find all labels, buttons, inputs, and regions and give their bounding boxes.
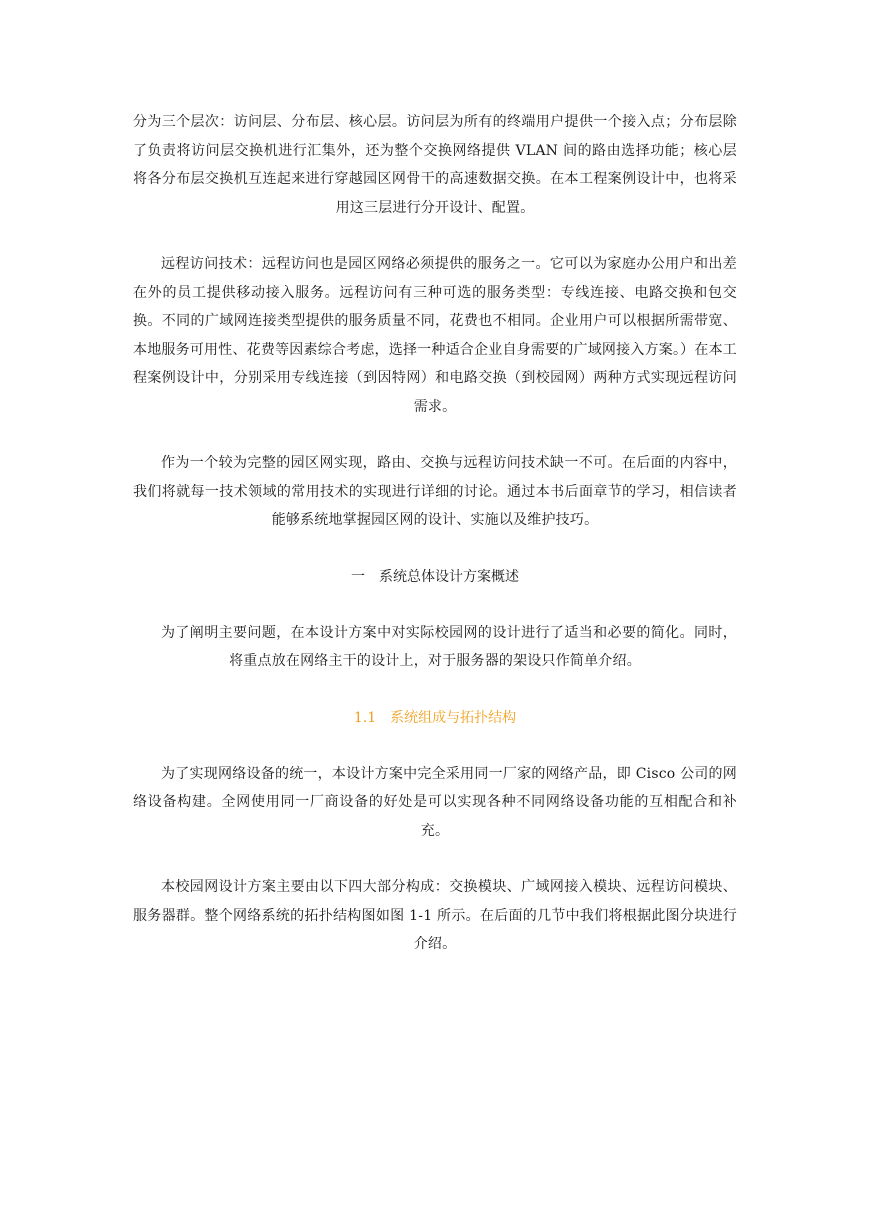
paragraph-cisco-devices: 为了实现网络设备的统一，本设计方案中完全采用同一厂家的网络产品，即 Cisco 公司的网络设备构建。全网使用同一厂商设备的好处是可以实现各种不同网络设备功能的互相配合和补充。 [133, 765, 737, 839]
paragraph-gap [133, 676, 737, 704]
paragraph-campus-network: 作为一个较为完整的园区网实现，路由、交换与远程访问技术缺一不可。在后面的内容中，我们将就每一技术领域的常用技术的实现进行详细的讨论。通过本书后面章节的学习，相信读者能够系统地掌握园区网的设计、实施以及维护技巧。 [133, 455, 737, 528]
paragraph-gap [133, 222, 737, 250]
paragraph-gap [133, 591, 737, 619]
paragraph-gap [133, 845, 737, 873]
paragraph-gap [133, 732, 737, 760]
paragraph-gap [133, 535, 737, 563]
section-heading: 一 系统总体设计方案概述 [351, 568, 519, 585]
paragraph-design-simplification: 为了阐明主要问题，在本设计方案中对实际校园网的设计进行了适当和必要的简化。同时，将重点放在网络主干的设计上，对于服务器的架设只作简单介绍。 [161, 624, 737, 669]
paragraph-gap [133, 421, 737, 449]
paragraph-remote-access: 远程访问技术：远程访问也是园区网络必须提供的服务之一。它可以为家庭办公用户和出差在外的员工提供移动接入服务。远程访问有三种可选的服务类型：专线连接、电路交换和包交换。不同的广域网连接类型提供的服务质量不同，花费也不相同。企业用户可以根据所需带宽、本地服务可用性、花费等因素综合考虑，选择一种适合企业自身需要的广域网接入方案。）在本工程案例设计中，分别采用专线连接（到因特网）和电路交换（到校园网）两种方式实现远程访问需求。 [133, 256, 737, 415]
subsection-heading: 1.1 系统组成与拓扑结构 [353, 709, 517, 726]
paragraph-network-layers: 分为三个层次：访问层、分布层、核心层。访问层为所有的终端用户提供一个接入点；分布层除了负责将访问层交换机进行汇集外，还为整个交换网络提供 VLAN 间的路由选择功能；核心层将各分布层交换机互连起来进行穿越园区网骨干的高速数据交换。在本工程案例设计中，也将采用这三层进行分开设计、配置。 [133, 114, 737, 216]
paragraph-four-modules: 本校园网设计方案主要由以下四大部分构成：交换模块、广域网接入模块、远程访问模块、服务器群。整个网络系统的拓扑结构图如图 1-1 所示。在后面的几节中我们将根据此图分块进行介绍。 [133, 879, 737, 952]
document-page [133, 108, 737, 959]
